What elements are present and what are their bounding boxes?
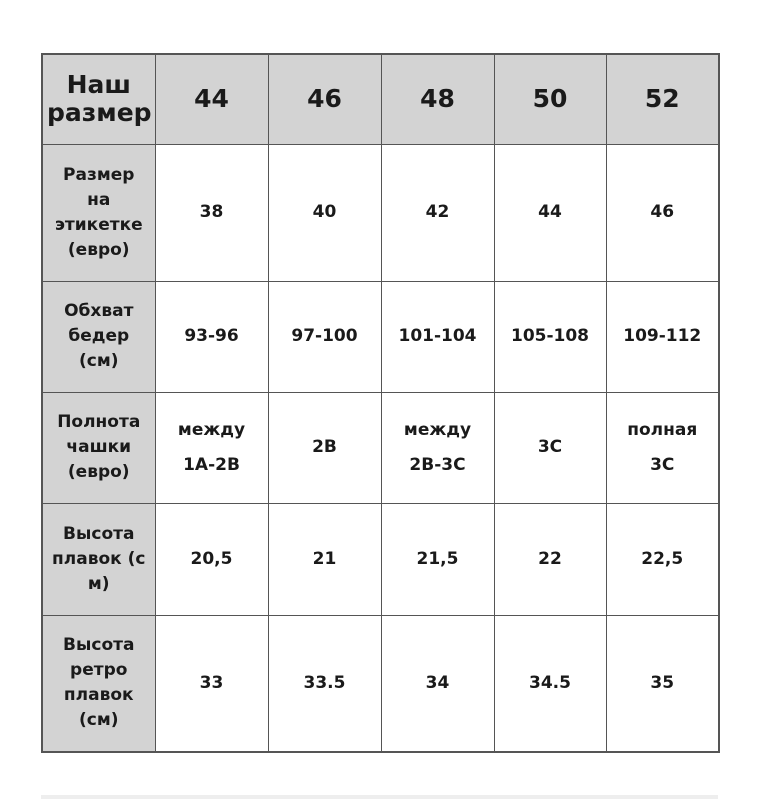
table-cell: 22 xyxy=(494,503,606,615)
header-label-our-size: Наш размер xyxy=(42,54,155,144)
table-cell: 97-100 xyxy=(268,281,381,392)
header-size-cell: 52 xyxy=(606,54,719,144)
table-cell: 21 xyxy=(268,503,381,615)
table-cell: 33 xyxy=(155,615,268,752)
table-cell: 105-108 xyxy=(494,281,606,392)
table-row-hip-girth xyxy=(42,281,719,392)
table-cell: 33.5 xyxy=(268,615,381,752)
table-cell: 44 xyxy=(494,144,606,281)
table-cell: 42 xyxy=(381,144,494,281)
header-size-cell: 50 xyxy=(494,54,606,144)
table-row-retro-briefs-height xyxy=(42,615,719,752)
table-cell: 20,5 xyxy=(155,503,268,615)
table-cell: 46 xyxy=(606,144,719,281)
row-label: Размер на этикетке (евро) xyxy=(42,144,155,281)
table-cell: 101-104 xyxy=(381,281,494,392)
table-cell: между 2В-3С xyxy=(381,392,494,503)
table-cell: 34.5 xyxy=(494,615,606,752)
size-chart-table xyxy=(41,53,720,753)
table-row-label-size xyxy=(42,144,719,281)
table-cell: 2В xyxy=(268,392,381,503)
table-cell: полная 3С xyxy=(606,392,719,503)
table-cell: 22,5 xyxy=(606,503,719,615)
header-row xyxy=(42,54,719,144)
row-label: Обхват бедер (см) xyxy=(42,281,155,392)
table-cell: 21,5 xyxy=(381,503,494,615)
table-cell: 40 xyxy=(268,144,381,281)
header-size-cell: 44 xyxy=(155,54,268,144)
row-label: Высота ретро плавок (см) xyxy=(42,615,155,752)
row-label: Полнота чашки (евро) xyxy=(42,392,155,503)
table-row-briefs-height xyxy=(42,503,719,615)
row-label: Высота плавок (с м) xyxy=(42,503,155,615)
table-cell: 93-96 xyxy=(155,281,268,392)
header-size-cell: 46 xyxy=(268,54,381,144)
table-cell: 109-112 xyxy=(606,281,719,392)
table-row-cup-fullness xyxy=(42,392,719,503)
bottom-divider xyxy=(41,795,718,799)
table-cell: 35 xyxy=(606,615,719,752)
table-cell: 3С xyxy=(494,392,606,503)
table-cell: между 1А-2В xyxy=(155,392,268,503)
header-size-cell: 48 xyxy=(381,54,494,144)
table-cell: 38 xyxy=(155,144,268,281)
table-cell: 34 xyxy=(381,615,494,752)
